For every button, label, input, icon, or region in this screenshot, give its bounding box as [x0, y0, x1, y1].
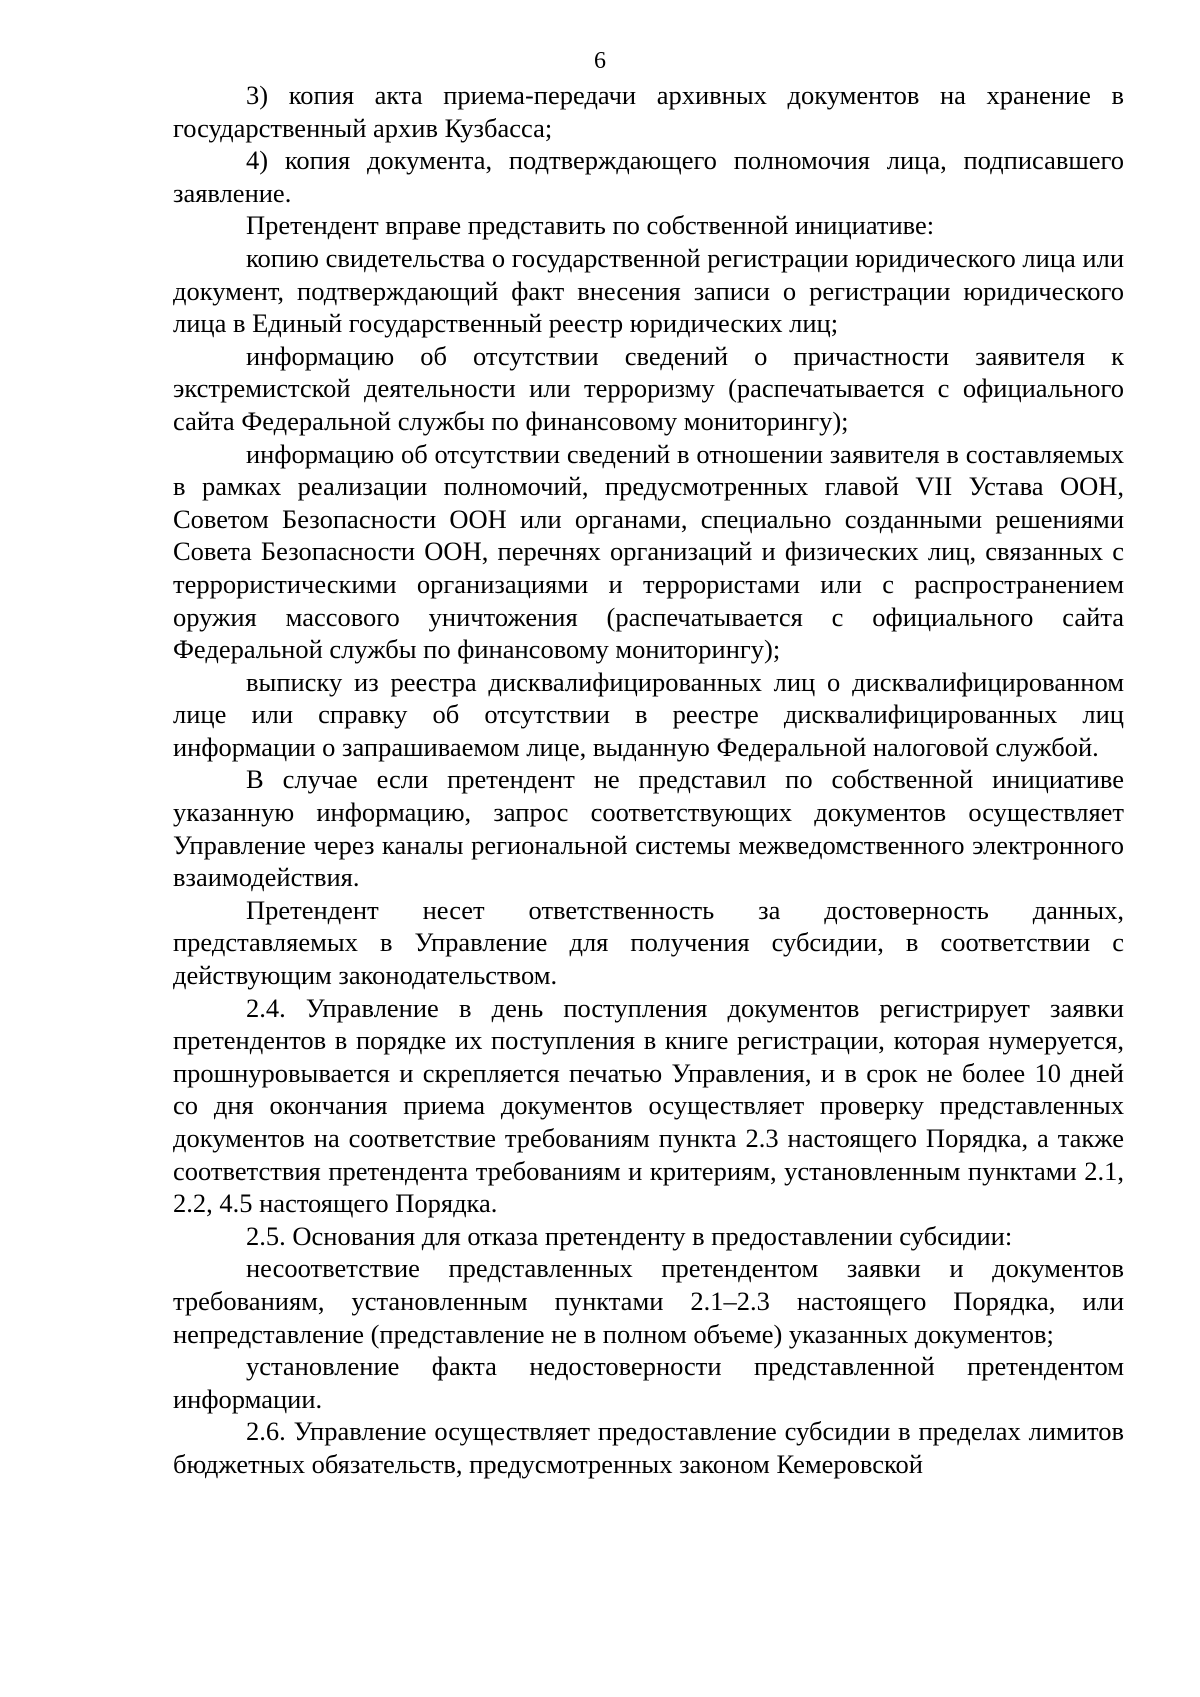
paragraph-2-5: 2.5. Основания для отказа претенденту в предоставлении субсидии: — [246, 1220, 1013, 1251]
paragraph-disqualified-registry: выписку из реестра дисквалифицированных лиц о дисквалифицированном лице или справку об отсутствии в реестре дисквалифицированных лиц информации о запрашиваемом лице, выданную Федеральной налоговой службой. — [173, 666, 1124, 762]
paragraph-refusal-noncompliance: несоответствие представленных претендентом заявки и документов требованиям, установленным пунктами 2.1–2.3 настоящего Порядка, или непредставление (представление не в полном объеме) указанных документов; — [173, 1253, 1124, 1349]
paragraph-item-4: 4) копия документа, подтверждающего полномочия лица, подписавшего заявление. — [173, 145, 1124, 208]
paragraph-extremism-info: информацию об отсутствии сведений о причастности заявителя к экстремистской деятельности или терроризму (распечатывается с официального сайта Федеральной службы по финансовому мониторингу); — [173, 340, 1124, 436]
paragraph-item-3: 3) копия акта приема-передачи архивных документов на хранение в государственный архив Кузбасса; — [173, 80, 1124, 143]
paragraph-interagency-request: В случае если претендент не представил по собственной инициативе указанную информацию, запрос соответствующих документов осуществляет Управление через каналы региональной системы межведомственного электронного взаимодействия. — [173, 764, 1124, 893]
paragraph-un-lists-info: информацию об отсутствии сведений в отношении заявителя в составляемых в рамках реализации полномочий, предусмотренных главой VII Устава ООН, Советом Безопасности ООН или органами, специально созданными решениями Совета Безопасности ООН, перечнях организаций и физических лиц, связанных с террористическими организациями и террористами или с распространением оружия массового уничтожения (распечатывается с официального сайта Федеральной службы по финансовому мониторингу); — [173, 438, 1124, 665]
paragraph-optional-intro: Претендент вправе представить по собственной инициативе: — [246, 210, 935, 241]
paragraph-registration-certificate: копию свидетельства о государственной регистрации юридического лица или документ, подтверждающий факт внесения записи о регистрации юридического лица в Единый государственный реестр юридических лиц; — [173, 242, 1124, 339]
document-body — [173, 79, 1124, 1481]
page-number: 6 — [594, 48, 606, 74]
paragraph-responsibility: Претендент несет ответственность за достоверность данных, представляемых в Управление для получения субсидии, в соответствии с действующим законодательством. — [173, 894, 1124, 991]
paragraph-refusal-false-info: установление факта недостоверности представленной претендентом информации. — [173, 1351, 1124, 1414]
paragraph-2-4: 2.4. Управление в день поступления документов регистрирует заявки претендентов в порядке их поступления в книге регистрации, которая нумеруется, прошнуровывается и скрепляется печатью Управления, и в срок не более 10 дней со дня окончания приема документов осуществляет проверку представленных документов на соответствие требованиям пункта 2.3 настоящего Порядка, а также соответствия претендента требованиям и критериям, установленным пунктами 2.1, 2.2, 4.5 настоящего Порядка. — [173, 992, 1124, 1219]
paragraph-2-6: 2.6. Управление осуществляет предоставление субсидии в пределах лимитов бюджетных обязательств, предусмотренных законом Кемеровской — [173, 1416, 1124, 1479]
